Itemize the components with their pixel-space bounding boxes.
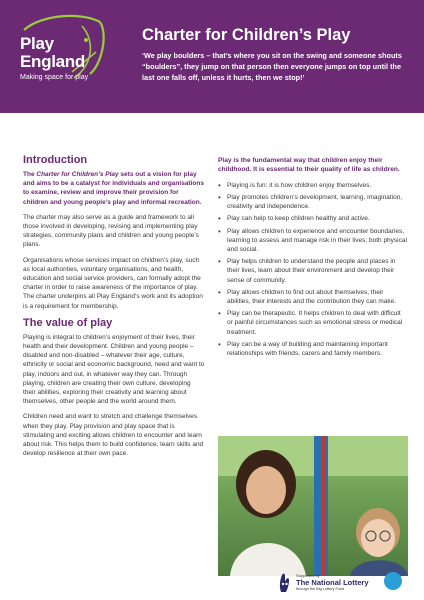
list-item: • Playing is fun: it is how children enjoy themselves. <box>218 181 408 190</box>
introduction-heading: Introduction <box>23 154 88 166</box>
fundamental-lead: Play is the fundamental way that children enjoy their childhood. It is essential to their quality of life as children. <box>218 157 400 174</box>
list-item: • Play allows children to find out about themselves, their abilities, their interests and the contribution they can make. <box>218 288 408 306</box>
list-item: • Play can help to keep children healthy and active. <box>218 214 408 223</box>
header-quote: ‘We play boulders – that’s where you sit on the swing and someone shouts “boulders”, they jump on that person then everyone jumps on top until the last one falls off, unless it hurts, then we stop!’ <box>142 51 402 82</box>
introduction-paragraph-1: The charter may also serve as a guide and framework to all those involved in developing, revising and implementing play strategies, community plans and children and young people’s plans. <box>23 213 199 249</box>
list-item: • Play helps children to understand the people and places in their lives, learn about their environment and develop their sense of community. <box>218 257 408 285</box>
list-item: • Play can be therapeutic. It helps children to deal with difficult or painful circumstances such as emotional stress or medical treatment. <box>218 309 408 337</box>
right-column <box>218 156 408 361</box>
logo-text-england: England <box>20 52 85 71</box>
national-lottery-logo[interactable] <box>276 572 416 596</box>
introduction-paragraph-2: Organisations whose services impact on children’s play, such as local authorities, voluntary organisations, and health, education and social service providers, can formally adopt the charter in order to raise awareness of the importance of play. The charter underpins all Play England’s work and its adoption is a requirement for membership. <box>23 256 203 310</box>
big-lottery-fund-badge-icon <box>384 572 402 590</box>
logo-tagline: Making space for play <box>20 74 89 81</box>
value-of-play-paragraph-2: Children need and want to stretch and challenge themselves when they play. Play provision and play space that is stimulating and exciting allows children to encounter and learn about risk. This helps them to build confidence, learn skills and develop resilience at their own pace. <box>23 413 204 458</box>
introduction-lead <box>23 170 205 207</box>
left-column <box>23 154 205 464</box>
list-item: • Play allows children to experience and encounter boundaries, learning to assess and manage risk in their lives; both physical and social. <box>218 227 408 255</box>
intro-lead-emphasis: Charter for Children’s Play <box>36 171 119 178</box>
play-benefits-list <box>218 181 408 358</box>
value-of-play-paragraph-1: Playing is integral to children’s enjoyment of their lives, their health and their development. Children and young people – disabled and non-disabled – whatever their age, culture, ethnicity or social and economic background, need and want to play, indoors and out, in whatever way they can. Through playing, children are creating their own culture, developing their abilities, exploring their creativity and learning about themselves, other people and the world around them. <box>23 333 205 406</box>
lottery-name: The National Lottery <box>296 578 369 587</box>
children-playing-photo <box>218 436 408 576</box>
crossed-fingers-icon <box>276 572 294 594</box>
header-banner <box>0 0 424 113</box>
intro-lead-post: sets out a vision for play and aims to be a catalyst for individuals and organisations to examine, review and improve their provision for children and young people’s play and informal recreation. <box>23 171 204 206</box>
logo-text-play: Play <box>20 34 54 53</box>
lottery-subtext: through the Big Lottery Fund <box>296 587 345 591</box>
list-item: • Play can be a way of building and maintaining important relationships with friends, carers and family members. <box>218 340 408 358</box>
photo-illustration <box>218 436 408 576</box>
page-title: Charter for Children’s Play <box>142 26 351 44</box>
supported-by-label: Supported by <box>296 573 320 578</box>
value-of-play-heading: The value of play <box>23 316 113 329</box>
intro-lead-pre: The <box>23 171 37 178</box>
list-item: • Play promotes children’s development, learning, imagination, creativity and independence. <box>218 193 408 211</box>
